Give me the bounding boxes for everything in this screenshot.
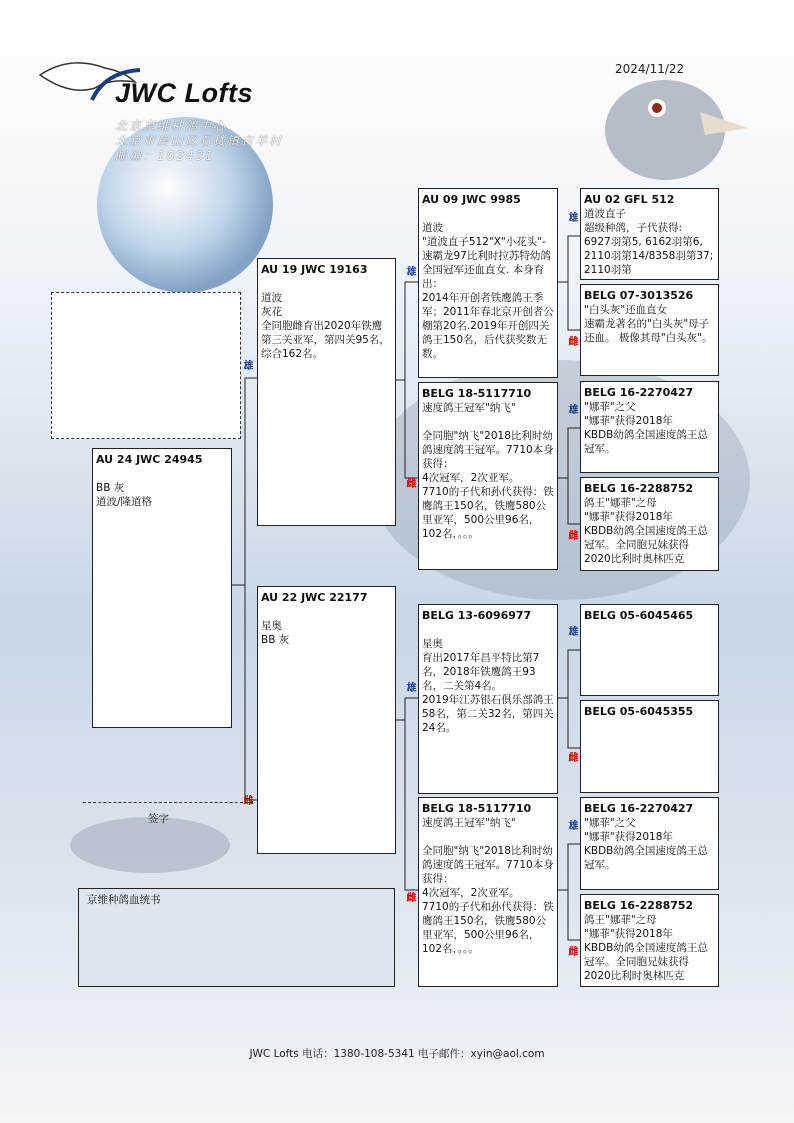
certificate-box xyxy=(78,888,395,987)
sire-notes: 道波 灰花 全同胞雌育出2020年铁鹰第三关亚军，第四关95名，综合162名。 xyxy=(261,292,390,360)
gen4-4-ring-id: BELG 16-2288752 xyxy=(584,482,694,495)
subject-ring-id: AU 24 JWC 24945 xyxy=(96,453,203,466)
gen4-8-notes: 鸽王"娜菲"之母 "娜菲"获得2018年 KBDB幼鸽全国速度鸽王总冠军。全同胞兄妹获得2020比利时奥林匹克 xyxy=(584,914,708,982)
ss-notes: 道波 "道波直子512"X"小花头"-速霸龙97比利时拉苏特幼鸽全国冠军还血直女. 本身育出： 2014年开创者铁鹰鸽王季军；2011年春北京开创者公棚第20名.2019年开创四关鸽王150名，后代获奖数无数。 xyxy=(422,222,554,360)
gen4-card-1 xyxy=(580,188,719,280)
subject-notes: BB 灰 道波/隆道格 xyxy=(96,482,153,508)
gen4-1-notes: 道波直子 超级种鸽，子代获得: 6927羽第5, 6162羽第6, 2110羽第14/8358羽第37; 2110羽第 xyxy=(584,208,714,276)
sire-sire-card xyxy=(418,188,558,378)
dd-notes: 速度鸽王冠军"纳飞" 全同胞"纳飞"2018比利时幼鸽速度鸽王冠军。7710本身获得： 4次冠军，2次亚军。 7710的子代和孙代获得：铁鹰鸽王150名，铁鹰580公里亚军，500公里96名，102名，。。。 xyxy=(422,817,554,955)
gen4-6-ring-id: BELG 05-6045355 xyxy=(584,705,694,718)
gen4-card-6 xyxy=(580,700,719,793)
sd-sex-label: 雌 xyxy=(404,478,415,488)
gen4-card-4 xyxy=(580,477,719,571)
address-line-1: 北京京维种鸽中心 xyxy=(115,119,228,133)
gen4-5-ring-id: BELG 05-6045465 xyxy=(584,609,694,622)
gen4-2-sex-label: 雌 xyxy=(566,336,577,346)
gen4-5-sex-label: 雄 xyxy=(566,626,577,636)
gen4-1-sex-label: 雄 xyxy=(566,212,577,222)
dam-sex-label: 雌 xyxy=(241,795,252,805)
footer-contact: JWC Lofts 电话：1380-108-5341 电子邮件：xyin@aol.com xyxy=(249,1048,545,1060)
signature-label: 签字 xyxy=(148,813,169,825)
gen4-3-notes: "娜菲"之父 "娜菲"获得2018年 KBDB幼鸽全国速度鸽王总冠军。 xyxy=(584,401,708,455)
gen4-2-ring-id: BELG 07-3013526 xyxy=(584,289,694,302)
gen4-card-2 xyxy=(580,284,719,376)
gen4-1-ring-id: AU 02 GFL 512 xyxy=(584,193,675,206)
gen4-7-sex-label: 雄 xyxy=(566,820,577,830)
gen4-4-notes: 鸽王"娜菲"之母 "娜菲"获得2018年 KBDB幼鸽全国速度鸽王总冠军。全同胞兄妹获得2020比利时奥林匹克 xyxy=(584,497,708,565)
dd-sex-label: 雌 xyxy=(404,892,415,902)
ds-sex-label: 雄 xyxy=(404,682,415,692)
certificate-label: 京维种鸽血统书 xyxy=(87,894,161,906)
address-line-2: 北京市房山区石楼镇吉羊村 xyxy=(115,134,284,148)
sire-dam-card xyxy=(418,382,558,570)
gen4-3-sex-label: 雄 xyxy=(566,404,577,414)
dam-card xyxy=(257,586,396,854)
gen4-7-notes: "娜菲"之父 "娜菲"获得2018年 KBDB幼鸽全国速度鸽王总冠军。 xyxy=(584,817,708,871)
gen4-4-sex-label: 雌 xyxy=(566,530,577,540)
logo-title: JWC Lofts xyxy=(115,78,253,108)
photo-placeholder xyxy=(51,292,241,439)
gen4-card-3 xyxy=(580,381,719,473)
sd-notes: 速度鸽王冠军"纳飞" 全同胞"纳飞"2018比利时幼鸽速度鸽王冠军。7710本身获得： 4次冠军，2次亚军。 7710的子代和孙代获得：铁鹰鸽王150名，铁鹰580公里亚军，500公里96名，102名，。。。 xyxy=(422,402,554,540)
sire-sex-label: 雄 xyxy=(241,360,252,370)
dam-notes: 星奥 BB 灰 xyxy=(261,620,290,646)
gen4-card-7 xyxy=(580,797,719,890)
gen4-8-sex-label: 雌 xyxy=(566,946,577,956)
ds-ring-id: BELG 13-6096977 xyxy=(422,609,532,622)
dam-ring-id: AU 22 JWC 22177 xyxy=(261,591,368,604)
sire-ring-id: AU 19 JWC 19163 xyxy=(261,263,368,276)
dam-dam-card xyxy=(418,797,558,987)
gen4-6-sex-label: 雌 xyxy=(566,752,577,762)
sd-ring-id: BELG 18-5117710 xyxy=(422,387,532,400)
sire-card xyxy=(257,258,396,526)
gen4-7-ring-id: BELG 16-2270427 xyxy=(584,802,694,815)
subject-card xyxy=(92,448,232,728)
dd-ring-id: BELG 18-5117710 xyxy=(422,802,532,815)
gen4-card-5 xyxy=(580,604,719,696)
gen4-3-ring-id: BELG 16-2270427 xyxy=(584,386,694,399)
gen4-8-ring-id: BELG 16-2288752 xyxy=(584,899,694,912)
gen4-2-notes: "白头灰"还血直女 速霸龙著名的"白头灰"母子还血。 极像其母"白头灰"。 xyxy=(584,304,713,344)
address-line-3: 邮编：102431 xyxy=(115,149,215,163)
ds-notes: 星奥 育出2017年昌平特比第7名，2018年铁鹰鸽王93名，二关第4名。 2019年江苏银石俱乐部鸽王58名，第二关32名，第四关24名。 xyxy=(422,638,554,734)
gen4-card-8 xyxy=(580,894,719,987)
ss-ring-id: AU 09 JWC 9985 xyxy=(422,193,521,206)
dam-sire-card xyxy=(418,604,558,794)
ss-sex-label: 雄 xyxy=(404,266,415,276)
signature-line xyxy=(83,802,253,803)
date-label: 2024/11/22 xyxy=(615,62,685,76)
